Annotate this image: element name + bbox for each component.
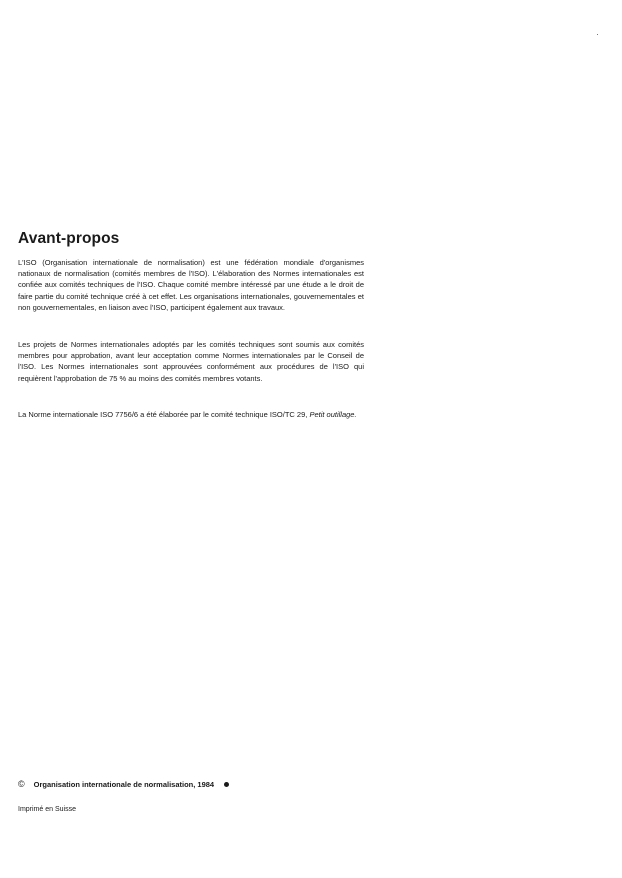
foreword-paragraph-1: L'ISO (Organisation internationale de normalisation) est une fédération mondiale d'organismes nationaux de normalisation (comités membres de l'ISO). L'élaboration des Normes internationales est confiée aux comités techniques de l'ISO. Chaque comité membre intéressé par une étude a le droit de faire partie du comité technique créé à cet effet. Les organisations internationales, gouvernementales et non gouvernementales, en liaison avec l'ISO, participent également aux travaux. [18,258,364,312]
foreword-paragraph-2: Les projets de Normes internationales adoptés par les comités techniques sont soumis aux comités membres pour approbation, avant leur acceptation comme Normes internationales par le Conseil de l'ISO. Les Normes internationales sont approuvées conformément aux procédures de l'ISO qui requièrent l'approbation de 75 % au moins des comités membres votants. [18,340,364,383]
standard-sentence: La Norme internationale ISO 7756/6 a été élaborée par le comité technique ISO/TC 29, [18,410,308,419]
scan-mark [597,34,598,35]
committee-title: Petit outillage. [309,410,357,419]
copyright-icon: © [18,779,25,789]
copyright-text: Organisation internationale de normalisation, 1984 [33,779,215,789]
printed-in-note: Imprimé en Suisse [18,806,76,813]
foreword-paragraph-3 [18,409,364,420]
bullet-icon [224,782,229,787]
copyright-line [18,779,229,789]
foreword-heading: Avant-propos [18,230,120,247]
